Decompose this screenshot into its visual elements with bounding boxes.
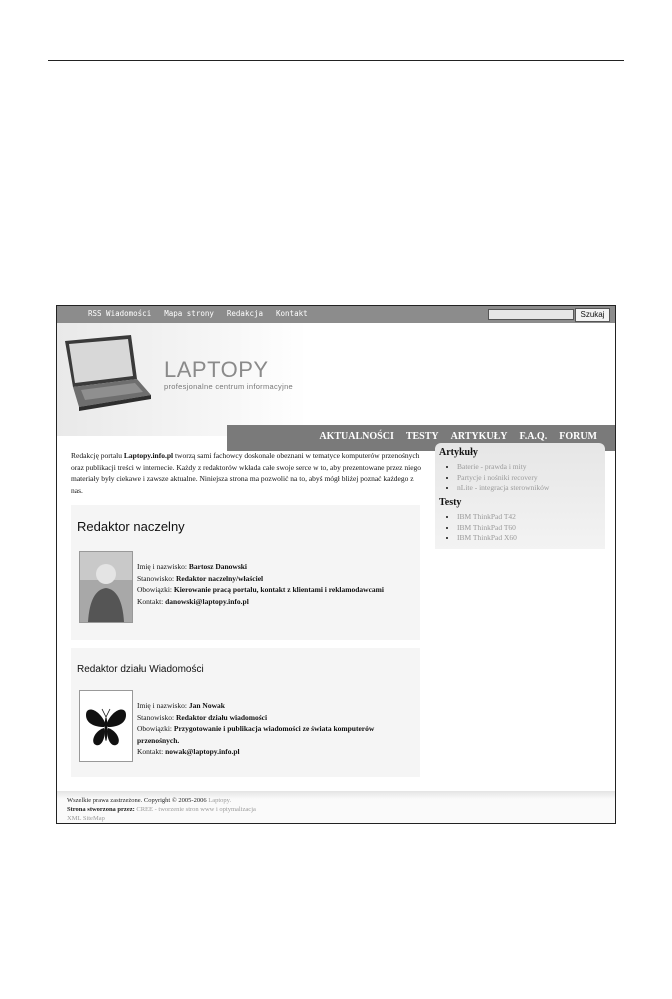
editor-name: Bartosz Danowski bbox=[188, 562, 248, 571]
top-link-sitemap[interactable]: Mapa strony bbox=[164, 309, 214, 318]
content-area bbox=[57, 436, 615, 791]
test-link[interactable]: • IBM ThinkPad T60 bbox=[457, 523, 517, 534]
footer-sitemap-link[interactable]: XML SiteMap bbox=[67, 815, 105, 822]
editor-contact[interactable]: danowski@laptopy.info.pl bbox=[165, 596, 249, 606]
search-input[interactable] bbox=[488, 309, 574, 320]
laptop-image bbox=[61, 333, 153, 413]
editor-card-chief bbox=[71, 505, 420, 640]
sidebar-heading-tests: Testy bbox=[439, 497, 462, 508]
articles-list bbox=[449, 462, 549, 494]
footer-rights: Wszelkie prawa zastrzeżone. Copyright © 2005-2006 bbox=[67, 797, 209, 804]
sidebar-heading-articles: Artykuły bbox=[439, 447, 478, 458]
editor-photo bbox=[79, 551, 133, 623]
site-footer bbox=[57, 791, 615, 823]
editor-info: Imię i nazwisko: Jan Nowak Stanowisko: Redaktor działu wiadomości Obowiązki: Przygotowanie i publikacja wiadomości ze świata komputerów przenośnych. Kontakt: nowak@laptopy.info.pl bbox=[137, 701, 375, 756]
editor-name: Jan Nowak bbox=[188, 701, 225, 710]
sidebar bbox=[435, 443, 605, 549]
logo-subtitle: profesjonalne centrum informacyjne bbox=[164, 382, 294, 391]
browser-screenshot bbox=[56, 305, 616, 824]
top-link-rss[interactable]: RSS Wiadomości bbox=[88, 309, 152, 318]
editor-title: Redaktor naczelny bbox=[77, 519, 185, 534]
top-link-contact[interactable]: Kontakt bbox=[276, 309, 308, 318]
tests-list bbox=[449, 512, 517, 544]
article-link[interactable]: • nLite - integracja sterowników bbox=[457, 483, 549, 494]
footer-site-link[interactable]: Laptopy. bbox=[208, 797, 232, 804]
editor-contact[interactable]: nowak@laptopy.info.pl bbox=[165, 747, 240, 756]
nav-faq[interactable]: F.A.Q. bbox=[519, 431, 548, 442]
top-link-editorial[interactable]: Redakcja bbox=[226, 309, 264, 318]
article-link[interactable]: • Partycje i nośniki recovery bbox=[457, 473, 549, 484]
test-link[interactable]: • IBM ThinkPad T42 bbox=[457, 512, 517, 523]
intro-text: Redakcję portalu Laptopy.info.pl tworzą sami fachowcy doskonale obeznani w tematyce komputerów przenośnych oraz publikacji treści w internecie. Każdy z redaktorów wkłada całe swoje serce w to, aby prezentowane przez niego materiały były ciekawe i zawsze aktualne. Niniejsza strona ma pozwolić na to, abyś mógł bliżej poznać każdego z nas. bbox=[71, 451, 422, 495]
intro-site-name: Laptopy.info.pl bbox=[123, 451, 174, 460]
top-bar bbox=[57, 306, 615, 323]
editor-info: Imię i nazwisko: Bartosz Danowski Stanowisko: Redaktor naczelny/właściel Obowiązki: Kierowanie pracą portalu, kontakt z klientami i reklamodawcami Kontakt: danowski@laptopy.info.pl bbox=[137, 562, 385, 606]
page-top-rule bbox=[48, 60, 624, 61]
nav-articles[interactable]: ARTYKUŁY bbox=[450, 431, 508, 442]
editor-position: Redaktor naczelny/właściel bbox=[175, 573, 264, 583]
footer-made-by: Strona stworzona przez: bbox=[67, 806, 137, 813]
footer-author-link[interactable]: CREE - tworzenie stron www i optymalizacja bbox=[136, 806, 256, 813]
editor-duties: Przygotowanie i publikacja wiadomości ze świata komputerów przenośnych. bbox=[137, 724, 375, 745]
search-button[interactable]: Szukaj bbox=[575, 308, 610, 322]
nav-tests[interactable]: TESTY bbox=[405, 431, 439, 442]
test-link[interactable]: • IBM ThinkPad X60 bbox=[457, 533, 517, 544]
editor-title: Redaktor działu Wiadomości bbox=[77, 664, 204, 675]
editor-position: Redaktor działu wiadomości bbox=[175, 712, 268, 722]
nav-forum[interactable]: FORUM bbox=[559, 431, 597, 442]
site-header bbox=[57, 323, 615, 442]
logo-title[interactable]: LAPTOPY bbox=[164, 357, 269, 382]
editor-card-news bbox=[71, 648, 420, 777]
editor-duties: Kierowanie pracą portalu, kontakt z klientami i reklamodawcami bbox=[173, 585, 385, 594]
butterfly-icon bbox=[79, 690, 133, 762]
article-link[interactable]: • Baterie - prawda i mity bbox=[457, 462, 549, 473]
top-links bbox=[88, 309, 308, 318]
nav-news[interactable]: AKTUALNOŚCI bbox=[319, 431, 394, 442]
